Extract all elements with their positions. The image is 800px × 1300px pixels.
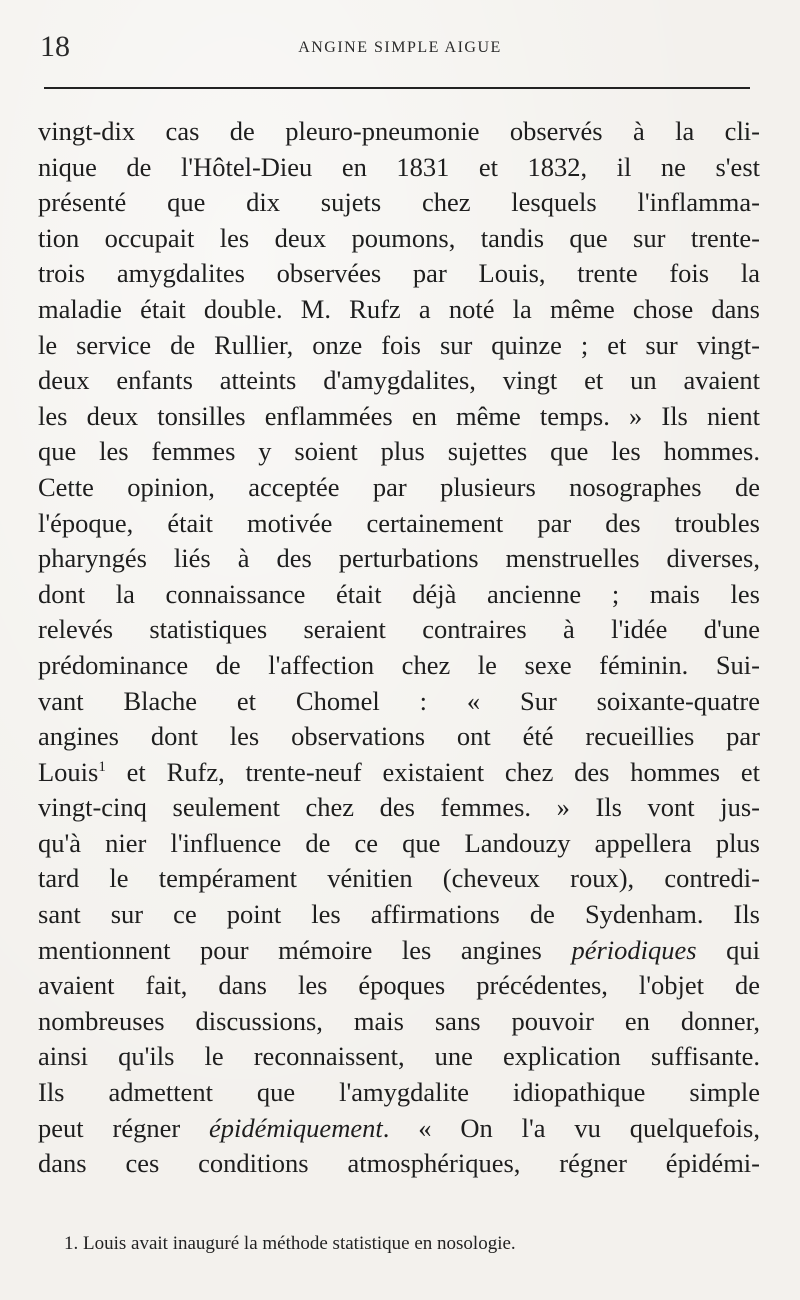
text-line (38, 755, 760, 791)
footnote-marker: 1 (98, 758, 106, 775)
text-line: prédominance de l'affection chez le sexe féminin. Sui- (38, 649, 760, 680)
text-line: dans ces conditions atmosphériques, régner épidémi- (38, 1148, 760, 1179)
text-line: sant sur ce point les affirmations de Sydenham. Ils (38, 899, 760, 930)
text-line: que les femmes y soient plus sujettes que les hommes. (38, 436, 760, 467)
text-line: présenté que dix sujets chez lesquels l'inflamma- (38, 187, 760, 218)
text-line: nombreuses discussions, mais sans pouvoir en donner, (38, 1005, 760, 1036)
text-line: les deux tonsilles enflammées en même temps. » Ils nient (38, 400, 760, 431)
text-line: le service de Rullier, onze fois sur quinze ; et sur vingt- (38, 329, 760, 360)
italic-word: périodiques (571, 934, 697, 965)
line-end: et Rufz, trente-neuf existaient chez des hommes et (105, 756, 760, 787)
text-line: Ils admettent que l'amygdalite idiopathique simple (38, 1077, 760, 1108)
body-text (38, 114, 760, 1182)
line-start: Louis (38, 756, 99, 787)
text-line: deux enfants atteints d'amygdalites, vingt et un avaient (38, 365, 760, 396)
footnote: 1. Louis avait inauguré la méthode statistique en nosologie. (64, 1233, 516, 1254)
text-line: pharyngés liés à des perturbations menstruelles diverses, (38, 543, 760, 574)
text-line: tion occupait les deux poumons, tandis que sur trente- (38, 222, 760, 253)
text-line: vant Blache et Chomel : « Sur soixante-quatre (38, 685, 760, 716)
text-line: relevés statistiques seraient contraires à l'idée d'une (38, 614, 760, 645)
text-line: avaient fait, dans les époques précédentes, l'objet de (38, 970, 760, 1001)
line-end: qui (696, 934, 760, 965)
text-line: vingt-dix cas de pleuro-pneumonie observés à la cli- (38, 116, 760, 146)
line-start: mentionnent pour mémoire les angines (38, 934, 572, 965)
text-line: angines dont les observations ont été recueillies par (38, 721, 760, 752)
header-rule (44, 87, 750, 89)
text-line: qu'à nier l'influence de ce que Landouzy appellera plus (38, 827, 760, 858)
text-line: l'époque, était motivée certainement par des troubles (38, 507, 760, 538)
text-line: tard le tempérament vénitien (cheveux roux), contredi- (38, 863, 760, 894)
text-line: ainsi qu'ils le reconnaissent, une explication suffisante. (38, 1041, 760, 1072)
line-start: peut régner (38, 1112, 210, 1143)
text-line: maladie était double. M. Rufz a noté la même chose dans (38, 293, 760, 324)
line-end: . « On l'a vu quelquefois, (382, 1112, 760, 1143)
text-line: vingt-cinq seulement chez des femmes. » Ils vont jus- (38, 792, 760, 823)
italic-word: épidémiquement (209, 1112, 383, 1143)
page-number: 18 (40, 30, 70, 63)
text-line: nique de l'Hôtel-Dieu en 1831 et 1832, il ne s'est (38, 151, 760, 182)
text-line: dont la connaissance était déjà ancienne ; mais les (38, 578, 760, 609)
text-line: Cette opinion, acceptée par plusieurs nosographes de (38, 471, 760, 502)
running-head: ANGINE SIMPLE AIGUE (298, 39, 502, 56)
text-line: trois amygdalites observées par Louis, trente fois la (38, 258, 760, 289)
text-line (38, 933, 760, 969)
text-line (38, 1111, 760, 1147)
